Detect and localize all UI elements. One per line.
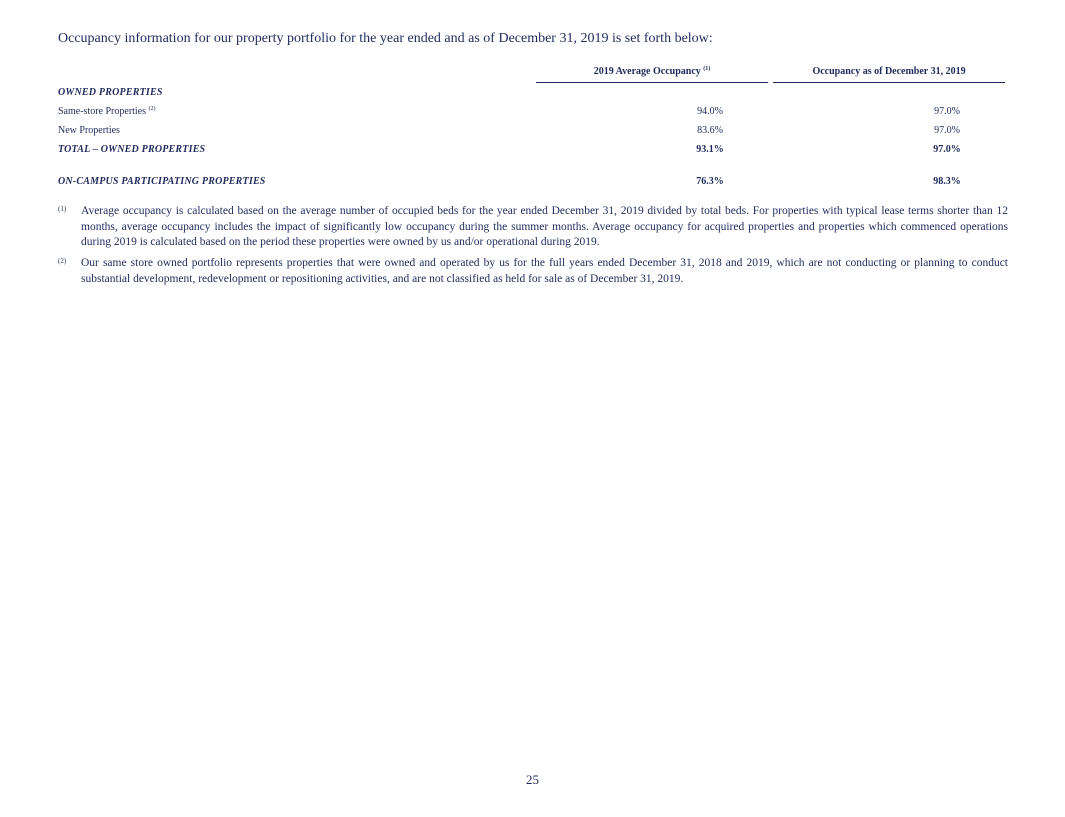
column-header-average-occupancy — [536, 66, 768, 83]
footnote-text: Average occupancy is calculated based on the average number of occupied beds for the year ended December 31, 2019 divided by total beds. For properties with typical lease terms shorter than 12 months, average occupancy includes the impact of significantly low occupancy during the summer months. Average occupancy for acquired properties and properties which commenced operations during 2019 is calculated based on the period these properties were owned by us and/or operational during 2019. — [81, 205, 1008, 248]
row-footnote-mark: (2) — [148, 106, 156, 112]
row-occupancy-as-of: 97.0% — [934, 106, 960, 117]
column-header-average-note: (1) — [703, 66, 711, 72]
row-occupancy-as-of: 97.0% — [934, 125, 960, 136]
column-header-asof-label: Occupancy as of December 31, 2019 — [812, 66, 966, 77]
row-average-occupancy: 83.6% — [697, 125, 723, 136]
total-occupancy-as-of: 97.0% — [933, 144, 961, 155]
table-row — [58, 106, 1018, 122]
row-label: Same-store Properties $^{(2)}$ — [58, 106, 156, 117]
table-row-on-campus — [58, 176, 1018, 192]
footnote — [58, 204, 1008, 252]
table-section-heading-owned — [58, 87, 1018, 103]
total-average-occupancy: 93.1% — [696, 144, 724, 155]
on-campus-occupancy-as-of: 98.3% — [933, 176, 961, 187]
total-label: TOTAL – OWNED PROPERTIES — [58, 144, 206, 155]
footnote-mark: (1) — [58, 205, 67, 213]
row-average-occupancy: 94.0% — [697, 106, 723, 117]
table-row-total-owned — [58, 144, 1018, 160]
on-campus-average-occupancy: 76.3% — [696, 176, 724, 187]
row-label: New Properties — [58, 125, 120, 136]
column-header-occupancy-as-of — [773, 66, 1005, 83]
footnote-text: Our same store owned portfolio represents properties that were owned and operated by us for the full years ended December 31, 2018 and 2019, which are not conducting or planning to conduct substantial development, redevelopment or repositioning activities, and are not classified as held for sale as of December 31, 2019. — [81, 257, 1008, 285]
page-number: 25 — [526, 772, 539, 787]
column-header-average-label: 2019 Average Occupancy — [593, 66, 701, 77]
section-heading-label: OWNED PROPERTIES — [58, 87, 163, 98]
on-campus-label: ON-CAMPUS PARTICIPATING PROPERTIES — [58, 176, 266, 187]
footnote — [58, 256, 1008, 288]
intro-paragraph: Occupancy information for our property portfolio for the year ended and as of December 31, 2019 is set forth below: — [58, 31, 713, 46]
table-row — [58, 125, 1018, 141]
footnote-mark: (2) — [58, 257, 67, 265]
